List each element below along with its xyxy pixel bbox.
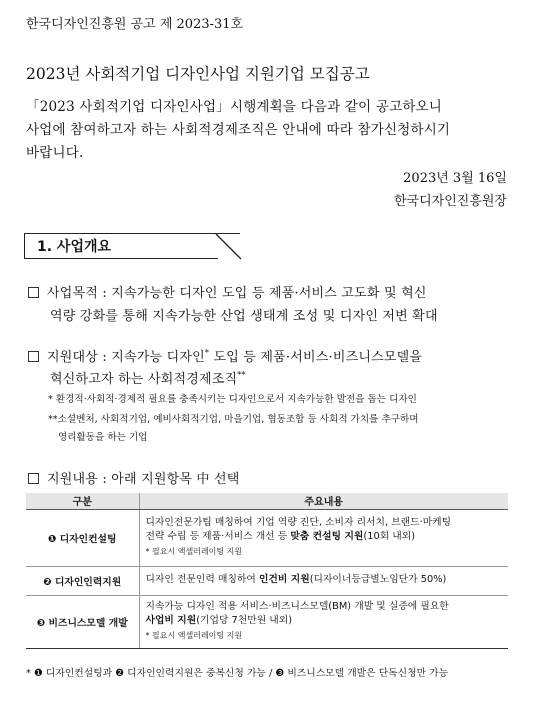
row-content: 디자인전문가팀 매칭하여 기업 역량 진단, 소비자 리서치, 브랜드·마케팅 전략 수립 등 제품·서비스 개선 등 맞춤 컨설팅 지원(10회 내외) * 필요시 액셀러레이팅 지원 bbox=[139, 509, 508, 566]
target-item: 지원대상 : 지속가능 디자인* 도입 등 제품·서비스·비즈니스모델을 bbox=[28, 346, 422, 365]
footnote: * ❶ 디자인컨설팅과 ❷ 디자인인력지원은 중복신청 가능 / ❸ 비즈니스모델 개발은 단독신청만 가능 bbox=[26, 668, 449, 679]
target-line-2: 혁신하고자 하는 사회적경제조직** bbox=[50, 370, 246, 387]
notice-date: 2023년 3월 16일 bbox=[403, 171, 507, 186]
purpose-line-2: 역량 강화를 통해 지속가능한 산업 생태계 조성 및 디자인 저변 확대 bbox=[50, 309, 438, 324]
note-sustainable-design: * 환경적·사회적·경제적 필요를 충족시키는 디자인으로서 지속가능한 발전을 돕는 디자인 bbox=[48, 394, 417, 405]
purpose-item: 사업목적 : 지속가능한 디자인 도입 등 제품·서비스 고도화 및 혁신 bbox=[28, 282, 427, 301]
checkbox-square-icon bbox=[28, 473, 39, 484]
section-heading: 1. 사업개요 bbox=[37, 239, 112, 255]
note-social-economy-1: **소셜벤처, 사회적기업, 예비사회적기업, 마을기업, 협동조합 등 사회적 가치를 추구하며 bbox=[48, 414, 419, 425]
intro-line-2: 사업에 참여하고자 하는 사회적경제조직은 안내에 따라 참가신청하시기 bbox=[26, 122, 451, 138]
issuing-organization: 한국디자인진흥원장 bbox=[393, 194, 507, 209]
table-row bbox=[26, 595, 508, 648]
checkbox-square-icon bbox=[28, 351, 39, 362]
section-heading-box bbox=[24, 233, 240, 259]
row-category: ❷ 디자인인력지원 bbox=[26, 566, 139, 595]
table-row bbox=[26, 509, 508, 566]
table-row bbox=[26, 566, 508, 595]
table-header: 주요내용 bbox=[139, 493, 508, 509]
section-underline bbox=[24, 258, 218, 259]
support-content-item: 지원내용 : 아래 지원항목 中 선택 bbox=[28, 468, 240, 487]
table-header: 구분 bbox=[26, 493, 139, 509]
row-content: 지속가능 디자인 적용 서비스·비즈니스모델(BM) 개발 및 실증에 필요한 사업비 지원(기업당 7천만원 내외) * 필요시 액셀러레이팅 지원 bbox=[139, 595, 508, 648]
heading-corner-decoration bbox=[215, 232, 245, 262]
intro-line-1: 「2023 사회적기업 디자인사업」시행계획을 다음과 같이 공고하오니 bbox=[26, 99, 443, 115]
row-content: 디자인 전문인력 매칭하여 인건비 지원(디자이너등급별노임단가 50%) bbox=[139, 566, 508, 595]
checkbox-square-icon bbox=[28, 287, 39, 298]
table-header-row bbox=[26, 493, 508, 509]
support-table bbox=[26, 493, 508, 649]
intro-line-3: 바랍니다. bbox=[26, 145, 84, 161]
note-social-economy-2: 영리활동을 하는 기업 bbox=[58, 432, 148, 443]
document-title: 2023년 사회적기업 디자인사업 지원기업 모집공고 bbox=[26, 65, 370, 83]
notice-number: 한국디자인진흥원 공고 제 2023-31호 bbox=[26, 17, 244, 32]
row-category: ❶ 디자인컨설팅 bbox=[26, 509, 139, 566]
row-category: ❸ 비즈니스모델 개발 bbox=[26, 595, 139, 648]
